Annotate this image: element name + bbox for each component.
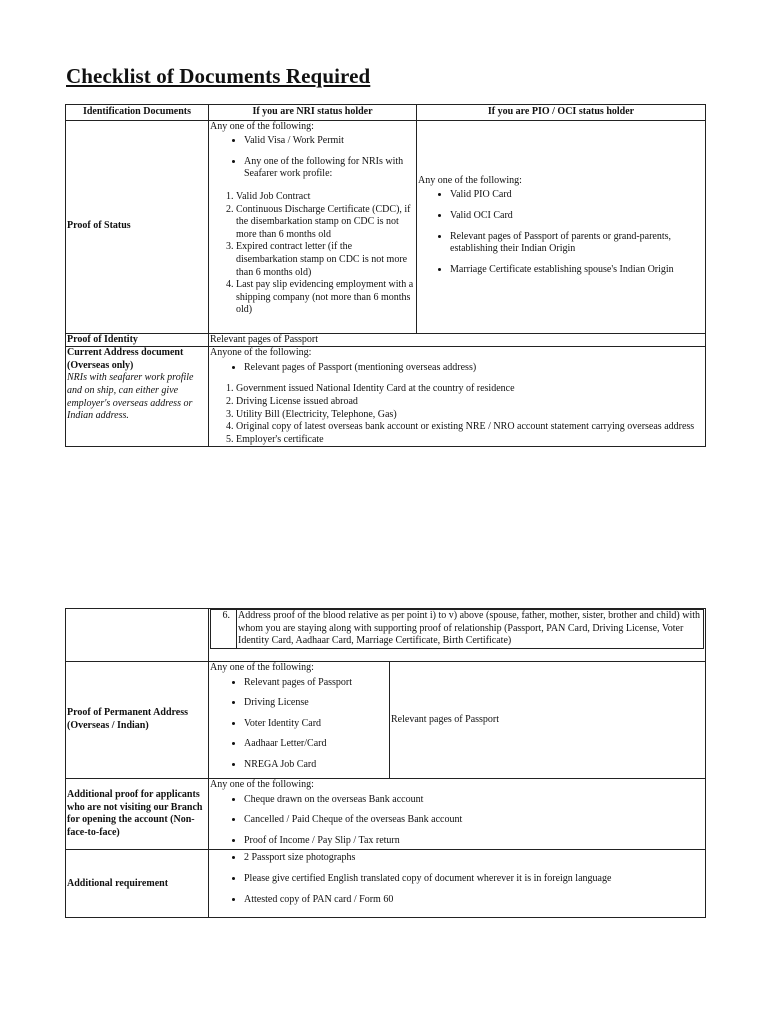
header-pio-oci-status: If you are PIO / OCI status holder xyxy=(417,105,706,121)
cell-pio-oci-status xyxy=(417,120,706,333)
table-header-row xyxy=(66,105,706,121)
cell-additional-requirement xyxy=(209,850,706,918)
list-item: • Valid OCI Card xyxy=(450,210,704,223)
header-identification-documents: Identification Documents xyxy=(66,105,209,121)
list-item: • Proof of Income / Pay Slip / Tax return xyxy=(244,835,704,848)
list-item: • Aadhaar Letter/Card xyxy=(244,738,388,751)
address-item-6 xyxy=(210,609,704,649)
list-item: 2. Driving License issued abroad xyxy=(236,396,704,409)
additional-proof-bullets xyxy=(210,794,704,848)
address-numbered-list xyxy=(210,383,704,446)
list-item: • Valid Visa / Work Permit xyxy=(244,135,415,148)
list-item: 1. Valid Job Contract xyxy=(236,191,415,204)
cell-empty-label xyxy=(66,609,209,662)
nri-status-intro: Any one of the following: xyxy=(210,120,314,132)
list-item: • Attested copy of PAN card / Form 60 xyxy=(244,894,704,907)
list-item: • Relevant pages of Passport (mentioning overseas address) xyxy=(244,362,704,375)
item-text: Address proof of the blood relative as per point i) to v) above (spouse, father, mother, sister, brother and child) with whom you are staying along with supporting proof of relationship (Passport, PAN Card, Driving License, Voter Identity Card, Aadhaar Card, Marriage Certificate, Birth Certificate) xyxy=(237,610,704,649)
list-item: • NREGA Job Card xyxy=(244,759,388,772)
list-item: • Cheque drawn on the overseas Bank account xyxy=(244,794,704,807)
list-item: 1. Government issued National Identity Card at the country of residence xyxy=(236,383,704,396)
row-permanent-address xyxy=(66,662,706,779)
cell-current-address-label xyxy=(66,347,209,447)
list-item: • Marriage Certificate establishing spouse's Indian Origin xyxy=(450,264,704,277)
list-item: 3. Utility Bill (Electricity, Telephone, Gas) xyxy=(236,409,704,422)
cell-current-address xyxy=(209,347,706,447)
label-proof-of-identity: Proof of Identity xyxy=(66,333,209,347)
row-additional-proof xyxy=(66,779,706,850)
list-item: • Driving License xyxy=(244,697,388,710)
row-proof-of-status xyxy=(66,120,706,333)
cell-nri-status xyxy=(209,120,417,333)
cell-permanent-pio: Relevant pages of Passport xyxy=(390,662,706,779)
label-proof-of-status: Proof of Status xyxy=(66,120,209,333)
list-item: 4. Original copy of latest overseas bank account or existing NRE / NRO account statement carrying overseas address xyxy=(236,421,704,434)
permanent-intro: Any one of the following: xyxy=(210,662,314,673)
list-item: • Any one of the following for NRIs with Seafarer work profile: xyxy=(244,156,415,181)
pio-status-bullets xyxy=(418,189,704,276)
label-additional-requirement: Additional requirement xyxy=(66,850,209,918)
cell-identity-value: Relevant pages of Passport xyxy=(209,333,706,347)
list-item: • Please give certified English translated copy of document wherever it is in foreign language xyxy=(244,873,704,886)
list-item: • Relevant pages of Passport xyxy=(244,677,388,690)
address-bullets xyxy=(210,362,704,375)
label-current-address: Current Address document (Overseas only) xyxy=(67,347,184,371)
pio-status-intro: Any one of the following: xyxy=(418,174,522,186)
nri-status-bullets xyxy=(210,135,415,181)
row-current-address xyxy=(66,347,706,447)
row-address-continued xyxy=(66,609,706,662)
list-item: 5. Employer's certificate xyxy=(236,434,704,447)
list-item: • Valid PIO Card xyxy=(450,189,704,202)
additional-proof-intro: Any one of the following: xyxy=(210,779,314,790)
nri-seafarer-numbered-list xyxy=(210,191,415,317)
list-item: 2. Continuous Discharge Certificate (CDC), if the disembarkation stamp on CDC is not more than 6 months old xyxy=(236,204,415,242)
cell-address-continued xyxy=(209,609,706,662)
cell-permanent-nri xyxy=(209,662,390,779)
address-intro: Anyone of the following: xyxy=(210,347,312,359)
row-additional-requirement xyxy=(66,850,706,918)
documents-table-2 xyxy=(65,608,706,918)
seafarer-note: NRIs with seafarer work profile and on ship, can either give employer's overseas address or Indian address. xyxy=(67,372,194,422)
header-nri-status: If you are NRI status holder xyxy=(209,105,417,121)
list-item: • Voter Identity Card xyxy=(244,718,388,731)
label-permanent-address: Proof of Permanent Address (Overseas / Indian) xyxy=(66,662,209,779)
row-proof-of-identity xyxy=(66,333,706,347)
list-item: 3. Expired contract letter (if the disembarkation stamp on CDC is not more than 6 months old) xyxy=(236,241,415,279)
cell-additional-proof xyxy=(209,779,706,850)
item-number: 6. xyxy=(211,610,237,649)
list-item: • Relevant pages of Passport of parents or grand-parents, establishing their Indian Origin xyxy=(450,231,704,256)
documents-table-1 xyxy=(65,104,706,447)
list-item: • Cancelled / Paid Cheque of the overseas Bank account xyxy=(244,814,704,827)
additional-requirement-bullets xyxy=(210,852,704,906)
list-item: 4. Last pay slip evidencing employment with a shipping company (not more than 6 months old) xyxy=(236,279,415,317)
label-additional-proof: Additional proof for applicants who are not visiting our Branch for opening the account (Non-face-to-face) xyxy=(66,779,209,850)
list-item: • 2 Passport size photographs xyxy=(244,852,704,865)
page-title: Checklist of Documents Required xyxy=(66,64,371,88)
permanent-bullets xyxy=(210,677,388,772)
